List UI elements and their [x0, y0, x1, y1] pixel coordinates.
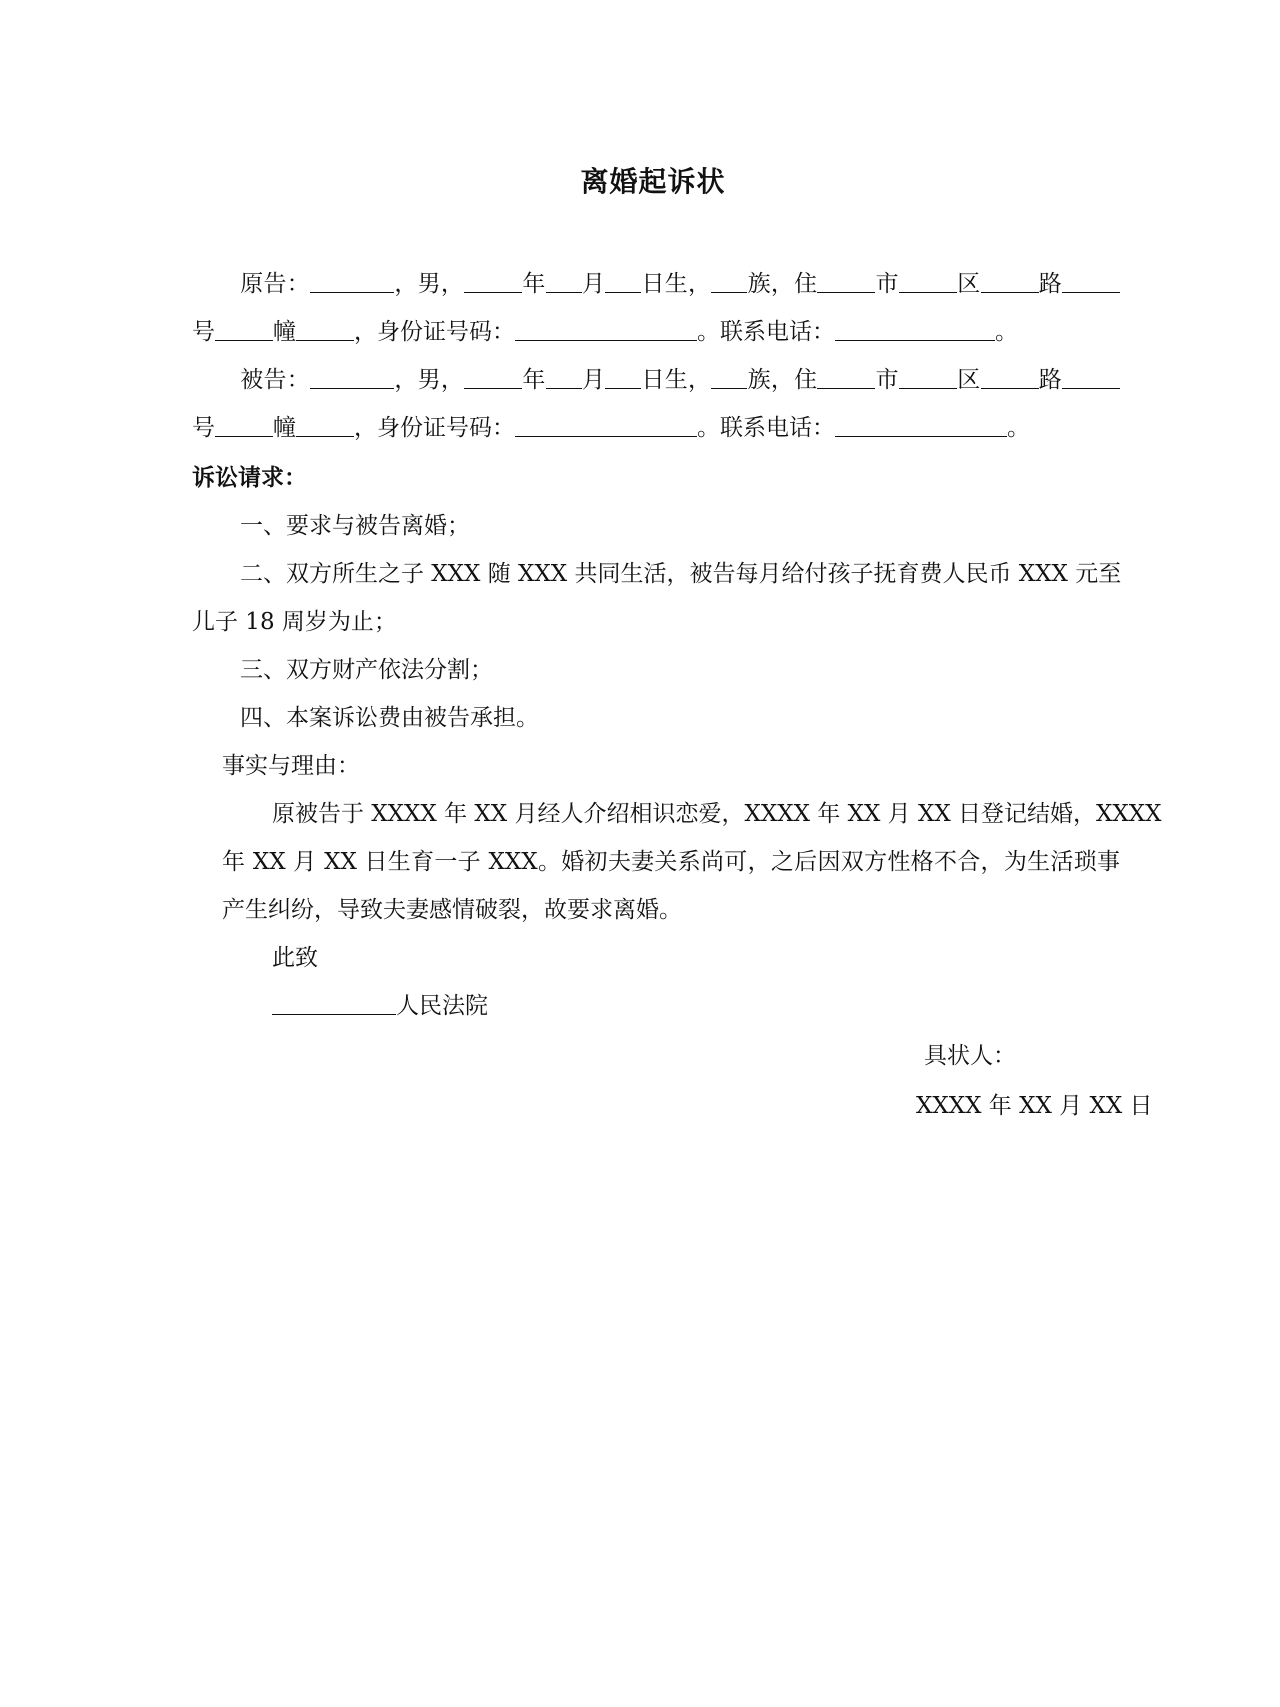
defendant-month-label: 月 — [581, 367, 606, 393]
court-line — [272, 990, 488, 1022]
defendant-city-blank — [817, 368, 875, 389]
claim-item-1: 一、要求与被告离婚； — [240, 513, 470, 539]
plaintiff-gender: ，男， — [394, 271, 465, 297]
defendant-label: 被告： — [240, 367, 311, 393]
plaintiff-name-blank — [310, 272, 394, 293]
court-suffix: 人民法院 — [396, 993, 488, 1019]
claims-heading: 诉讼请求： — [192, 464, 307, 491]
facts-heading: 事实与理由： — [222, 753, 360, 779]
defendant-road-blank — [981, 368, 1039, 389]
plaintiff-unit-blank — [296, 320, 354, 341]
defendant-id-label: ，身份证号码： — [354, 415, 515, 441]
defendant-day-label: 日生， — [641, 367, 712, 393]
defendant-building-label: 幢 — [273, 415, 296, 441]
defendant-building-blank — [215, 416, 273, 437]
defendant-district-blank — [899, 368, 957, 389]
plaintiff-ethnic-blank — [711, 272, 747, 293]
defendant-phone-blank — [835, 416, 1007, 437]
defendant-phone-label: 。联系电话： — [697, 415, 835, 441]
plaintiff-city-label: 市 — [875, 271, 899, 297]
facts-line-3: 产生纠纷，导致夫妻感情破裂，故要求离婚。 — [222, 897, 682, 923]
defendant-number-label: 号 — [192, 415, 215, 441]
defendant-end: 。 — [1007, 415, 1030, 441]
claim-item-4: 四、本案诉讼费由被告承担。 — [240, 705, 539, 731]
defendant-name-blank — [310, 368, 394, 389]
claim-item-2: 二、双方所生之子 XXX 随 XXX 共同生活，被告每月给付孩子抚育费人民币 XXX 元至 — [240, 561, 1122, 587]
signer-label: 具状人： — [924, 1043, 1016, 1069]
document-title: 离婚起诉状 — [580, 165, 726, 198]
defendant-line-1 — [192, 364, 1120, 396]
court-name-blank — [272, 994, 396, 1015]
plaintiff-birth-year-blank — [464, 272, 522, 293]
plaintiff-day-label: 日生， — [641, 271, 712, 297]
plaintiff-label: 原告： — [240, 271, 311, 297]
plaintiff-ethnic-label: 族，住 — [747, 271, 818, 297]
defendant-year-label: 年 — [522, 367, 546, 393]
plaintiff-number-label: 号 — [192, 319, 215, 345]
plaintiff-road-label: 路 — [1038, 271, 1063, 297]
defendant-birth-month-blank — [546, 368, 582, 389]
signature-date: XXXX 年 XX 月 XX 日 — [916, 1093, 1153, 1119]
defendant-road-number-blank — [1062, 368, 1120, 389]
plaintiff-month-label: 月 — [581, 271, 606, 297]
defendant-district-label: 区 — [956, 367, 981, 393]
claim-item-2-continued: 儿子 18 周岁为止； — [192, 609, 397, 635]
defendant-birth-day-blank — [605, 368, 641, 389]
plaintiff-building-blank — [215, 320, 273, 341]
plaintiff-district-blank — [899, 272, 957, 293]
defendant-city-label: 市 — [875, 367, 899, 393]
plaintiff-district-label: 区 — [956, 271, 981, 297]
defendant-ethnic-blank — [711, 368, 747, 389]
plaintiff-line-2 — [192, 316, 1018, 348]
defendant-unit-blank — [296, 416, 354, 437]
plaintiff-id-label: ，身份证号码： — [354, 319, 515, 345]
defendant-gender: ，男， — [394, 367, 465, 393]
defendant-id-blank — [515, 416, 697, 437]
defendant-road-label: 路 — [1038, 367, 1063, 393]
facts-line-2: 年 XX 月 XX 日生育一子 XXX。婚初夫妻关系尚可，之后因双方性格不合，为生活琐事 — [222, 849, 1120, 875]
plaintiff-id-blank — [515, 320, 697, 341]
plaintiff-phone-blank — [835, 320, 995, 341]
plaintiff-line-1 — [192, 268, 1120, 300]
defendant-birth-year-blank — [464, 368, 522, 389]
plaintiff-road-blank — [981, 272, 1039, 293]
plaintiff-phone-label: 。联系电话： — [697, 319, 835, 345]
salutation: 此致 — [272, 945, 318, 971]
defendant-ethnic-label: 族，住 — [747, 367, 818, 393]
claim-item-3: 三、双方财产依法分割； — [240, 657, 493, 683]
plaintiff-city-blank — [817, 272, 875, 293]
plaintiff-end: 。 — [995, 319, 1018, 345]
facts-line-1: 原被告于 XXXX 年 XX 月经人介绍相识恋爱，XXXX 年 XX 月 XX 日登记结婚，XXXX — [272, 801, 1162, 827]
plaintiff-road-number-blank — [1062, 272, 1120, 293]
plaintiff-birth-month-blank — [546, 272, 582, 293]
plaintiff-year-label: 年 — [522, 271, 546, 297]
defendant-line-2 — [192, 412, 1030, 444]
plaintiff-building-label: 幢 — [273, 319, 296, 345]
plaintiff-birth-day-blank — [605, 272, 641, 293]
